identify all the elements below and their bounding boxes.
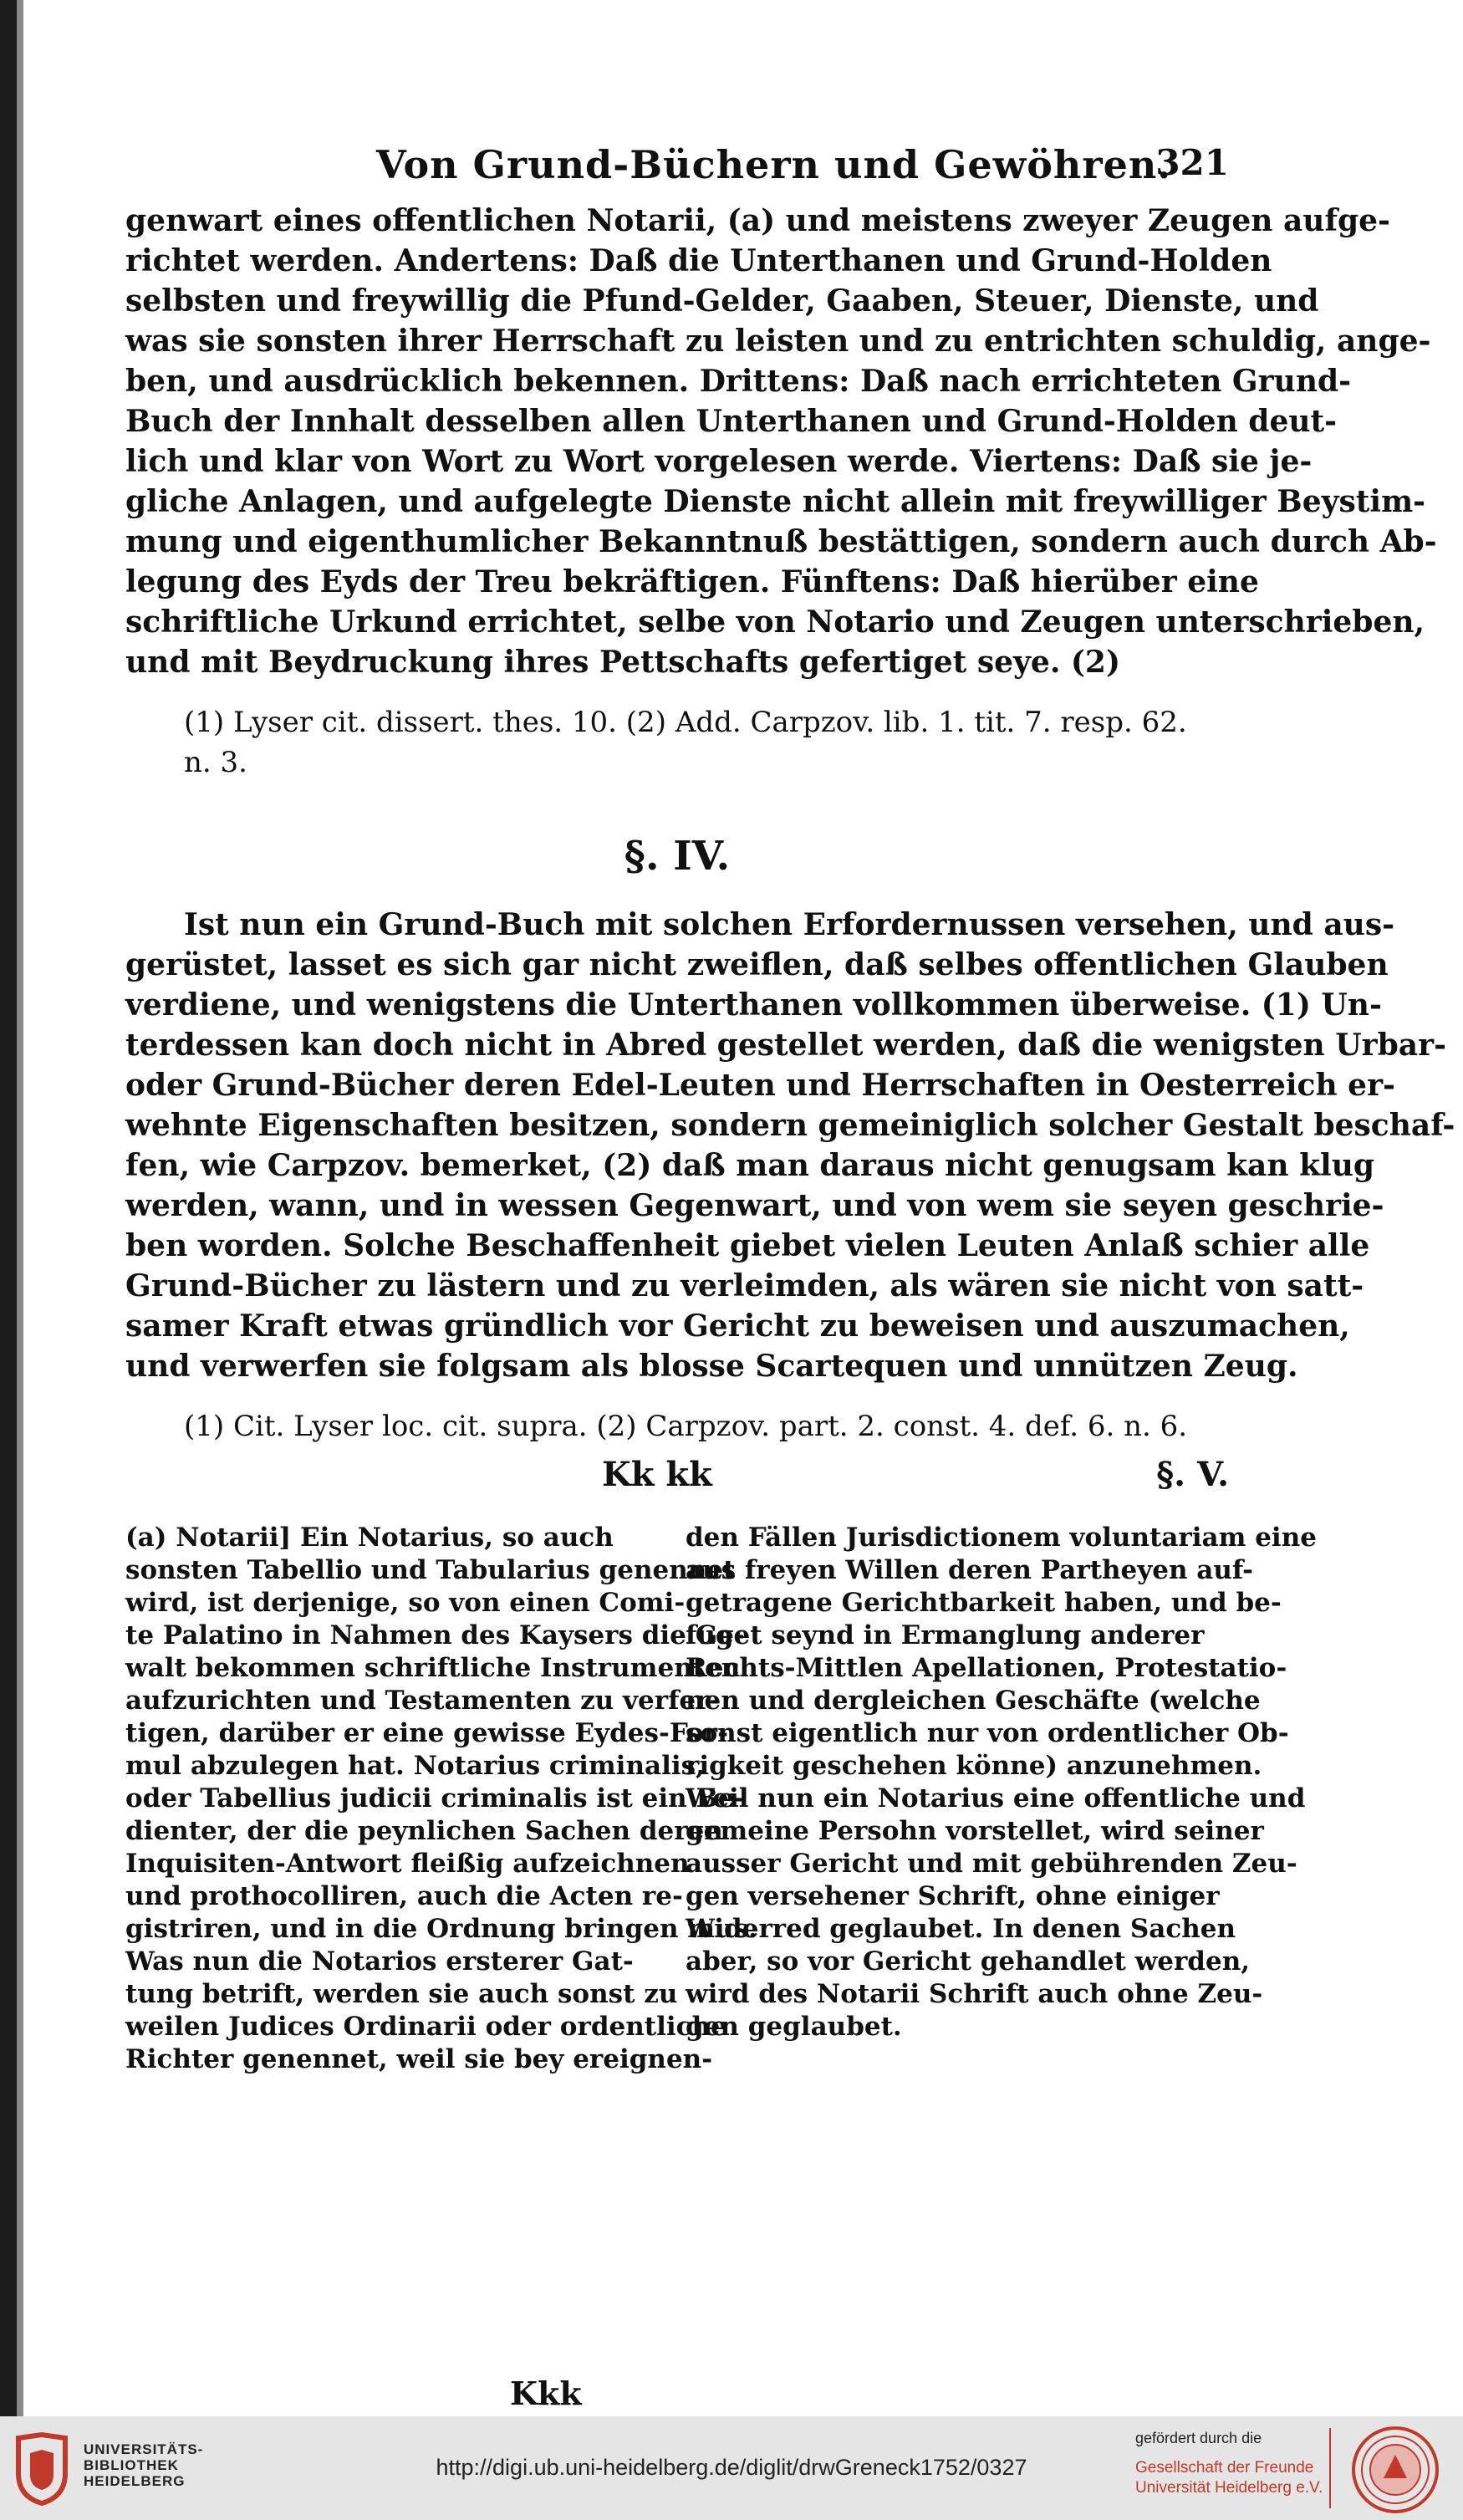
footnote-line: (1) Cit. Lyser loc. cit. supra. (2) Carpzov. part. 2. const. 4. def. 6. n. 6.: [184, 1410, 1188, 1443]
book-spine-edge: [17, 0, 23, 2416]
note-line: gen geglaubet.: [686, 2012, 902, 2042]
footnote-block: [125, 702, 1229, 783]
text-line: werden, wann, und in wessen Gegenwart, und von wem sie seyen geschrie-: [125, 1188, 1384, 1223]
library-name-line: UNIVERSITÄTS-: [84, 2441, 204, 2457]
note-line: getragene Gerichtbarkeit haben, und be-: [686, 1588, 1282, 1618]
note-line: Richter genennet, weil sie bey ereignen-: [125, 2044, 713, 2074]
note-line: dienter, der die peynlichen Sachen deren: [125, 1816, 723, 1846]
note-line: Was nun die Notarios ersterer Gat-: [125, 1946, 634, 1977]
book-spine-shadow: [0, 0, 17, 2416]
note-line: gemeine Persohn vorstellet, wird seiner: [686, 1816, 1264, 1846]
text-line: wehnte Eigenschaften besitzen, sondern gemeiniglich solcher Gestalt beschaf-: [125, 1108, 1455, 1143]
note-line: nen und dergleichen Geschäfte (welche: [686, 1686, 1261, 1716]
note-line: Rechts-Mittlen Apellationen, Protestatio-: [686, 1653, 1287, 1683]
note-line: fuget seynd in Ermanglung anderer: [686, 1620, 1205, 1650]
page-header: [125, 142, 1229, 201]
text-line: schriftliche Urkund errichtet, selbe von Notario und Zeugen unterschrieben,: [125, 604, 1425, 640]
section-heading: §. IV.: [624, 833, 731, 880]
digitization-footer: [0, 2416, 1463, 2520]
society-name-line: Universität Heidelberg e.V.: [1135, 2479, 1323, 2497]
note-line: wird, ist derjenige, so von einen Comi-: [125, 1588, 686, 1618]
library-name-line: HEIDELBERG: [84, 2473, 186, 2489]
note-line: te Palatino in Nahmen des Kaysers die Ge-: [125, 1620, 745, 1650]
footnote-line: (1) Lyser cit. dissert. thes. 10. (2) Add. Carpzov. lib. 1. tit. 7. resp. 62.: [184, 706, 1187, 739]
note-line: und prothocolliren, auch die Acten re-: [125, 1881, 683, 1911]
note-line: gistriren, und in die Ordnung bringen mus.: [125, 1914, 757, 1944]
note-line: (a) Notarii] Ein Notarius, so auch: [125, 1523, 614, 1553]
note-line: den Fällen Jurisdictionem voluntariam eine: [686, 1523, 1317, 1553]
permalink-url[interactable]: http://digi.ub.uni-heidelberg.de/diglit/drwGreneck1752/0327: [436, 2455, 1027, 2480]
text-line: genwart eines offentlichen Notarii, (a) und meistens zweyer Zeugen aufge-: [125, 203, 1390, 238]
note-line: weilen Judices Ordinarii oder ordentliche: [125, 2012, 727, 2042]
note-line: walt bekommen schriftliche Instrumenten: [125, 1653, 741, 1683]
text-line: fen, wie Carpzov. bemerket, (2) daß man daraus nicht genugsam kan klug: [125, 1148, 1375, 1183]
note-line: aufzurichten und Testamenten zu verfer-: [125, 1686, 721, 1716]
text-line: richtet werden. Andertens: Daß die Unterthanen und Grund-Holden: [125, 243, 1272, 278]
society-name-line: Gesellschaft der Freunde: [1135, 2459, 1314, 2477]
signature-row: [125, 1455, 1229, 1505]
text-line: oder Grund-Bücher deren Edel-Leuten und Herrschaften in Oesterreich er-: [125, 1068, 1395, 1103]
paragraph-continued: [125, 201, 1437, 682]
text-line: samer Kraft etwas gründlich vor Gericht zu beweisen und auszumachen,: [125, 1308, 1350, 1344]
paragraph-section-iv: [125, 905, 1455, 1386]
annotation-columns: [125, 1522, 1317, 2074]
text-line: lich und klar von Wort zu Wort vorgelesen werde. Viertens: Daß sie je-: [125, 444, 1313, 479]
text-line: Ist nun ein Grund-Buch mit solchen Erfordernussen versehen, und aus-: [184, 907, 1395, 942]
text-line: was sie sonsten ihrer Herrschaft zu leisten und zu entrichten schuldig, ange-: [125, 324, 1431, 359]
note-line: sonst eigentlich nur von ordentlicher Ob-: [686, 1718, 1289, 1748]
signature-mark: Kk kk: [602, 1455, 712, 1494]
note-line: gen versehener Schrift, ohne einiger: [686, 1881, 1220, 1911]
text-line: gerüstet, lasset es sich gar nicht zweiflen, daß selbes offentlichen Glauben: [125, 947, 1389, 982]
note-line: rigkeit geschehen könne) anzunehmen.: [686, 1751, 1262, 1781]
note-line: Widerred geglaubet. In denen Sachen: [686, 1914, 1236, 1944]
note-line: tigen, darüber er eine gewisse Eydes-For-: [125, 1718, 729, 1748]
note-line: mul abzulegen hat. Notarius criminalis,: [125, 1751, 705, 1781]
text-line: mung und eigenthumlicher Bekanntnuß bestättigen, sondern auch durch Ab-: [125, 524, 1437, 559]
text-line: legung des Eyds der Treu bekräftigen. Fünftens: Daß hierüber eine: [125, 564, 1259, 599]
text-line: und verwerfen sie folgsam als blosse Scartequen und unnützen Zeug.: [125, 1349, 1298, 1384]
footnote-block: [125, 1406, 1229, 1446]
text-line: und mit Beydruckung ihres Pettschafts gefertiget seye. (2): [125, 645, 1121, 680]
catchword: §. V.: [1156, 1455, 1229, 1494]
note-line: tung betrift, werden sie auch sonst zu: [125, 1979, 678, 2009]
annotation-column-left: [125, 1522, 757, 2076]
annotation-column-right: [686, 1522, 1317, 2043]
supported-by-label: gefördert durch die: [1135, 2430, 1262, 2446]
society-name: [1135, 2458, 1323, 2498]
text-line: ben worden. Solche Beschaffenheit giebet vielen Leuten Anlaß schier alle: [125, 1228, 1370, 1263]
note-line: wird des Notarii Schrift auch ohne Zeu-: [686, 1979, 1263, 2009]
note-line: sonsten Tabellio und Tabularius genennet: [125, 1555, 736, 1585]
university-seal-icon: [1350, 2425, 1440, 2515]
text-line: ben, und ausdrücklich bekennen. Drittens: Daß nach errichteten Grund-: [125, 364, 1352, 399]
note-line: oder Tabellius judicii criminalis ist ein Be-: [125, 1783, 746, 1813]
note-line: Inquisiten-Antwort fleißig aufzeichnen: [125, 1849, 690, 1879]
note-line: aber, so vor Gericht gehandlet werden,: [686, 1946, 1251, 1977]
text-line: verdiene, und wenigstens die Unterthanen vollkommen überweise. (1) Un-: [125, 987, 1382, 1023]
note-line: Weil nun ein Notarius eine offentliche und: [686, 1783, 1306, 1813]
running-title: Von Grund-Büchern und Gewöhren.: [376, 142, 1172, 187]
library-name-line: BIBLIOTHEK: [84, 2457, 179, 2473]
text-line: terdessen kan doch nicht in Abred gestellet werden, daß die wenigsten Urbar-: [125, 1028, 1447, 1063]
note-line: ausser Gericht und mit gebührenden Zeu-: [686, 1849, 1297, 1879]
text-line: Buch der Innhalt desselben allen Unterthanen und Grund-Holden deut-: [125, 404, 1338, 439]
footnote-line: n. 3.: [184, 746, 247, 779]
scanned-page: [125, 142, 1455, 2074]
bottom-signature-mark: Kkk: [510, 2375, 582, 2412]
footer-divider: [1329, 2428, 1331, 2508]
text-line: Grund-Bücher zu lästern und zu verleimden, als wären sie nicht von satt-: [125, 1268, 1364, 1303]
note-line: aus freyen Willen deren Partheyen auf-: [686, 1555, 1254, 1585]
page-number: 321: [1155, 142, 1229, 183]
text-line: selbsten und freywillig die Pfund-Gelder, Gaaben, Steuer, Dienste, und: [125, 283, 1319, 319]
text-line: gliche Anlagen, und aufgelegte Dienste nicht allein mit freywilliger Beystim-: [125, 484, 1426, 519]
